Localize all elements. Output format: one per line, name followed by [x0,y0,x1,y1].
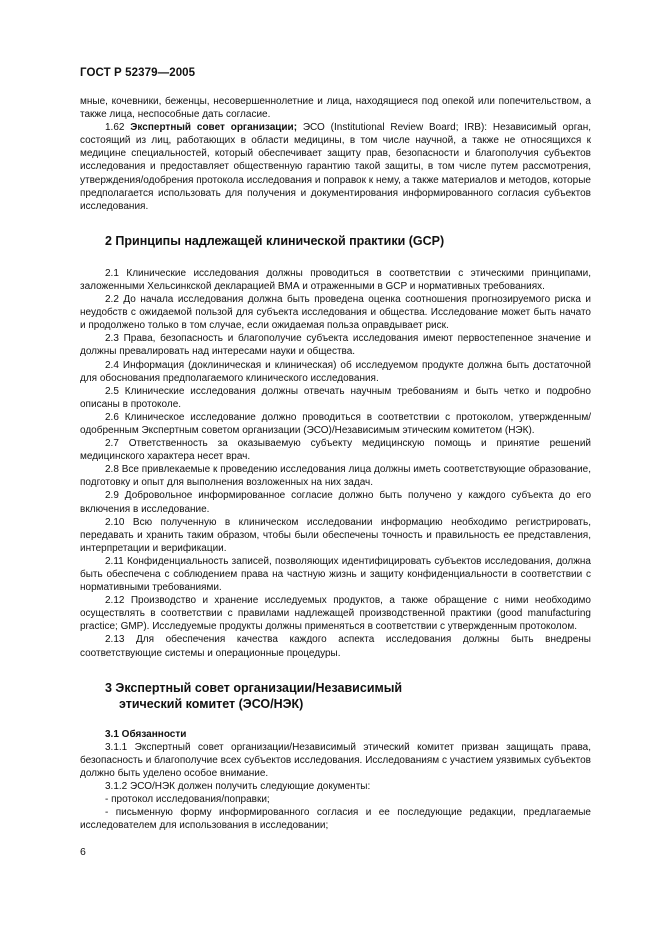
clause-2-8: 2.8 Все привлекаемые к проведению исследования лица должны иметь соответствующие образование, подготовку и опыт для выполнения возложенных на них задач. [80,464,591,489]
clause-2-7: 2.7 Ответственность за оказываемую субъекту медицинскую помощь и принятие решений медицинского характера несет врач. [80,438,591,463]
section-3-heading-line-1: 3 Экспертный совет организации/Независимый [105,680,403,695]
clause-2-11: 2.11 Конфиденциальность записей, позволяющих идентифицировать субъектов исследования, должна быть обеспечена с соблюдением права на частную жизнь и защиту конфиденциальности в соответствии с нормативными требованиями. [80,555,591,594]
clause-2-13: 2.13 Для обеспечения качества каждого аспекта исследования должны быть внедрены соответствующие системы и операционные процедуры. [80,634,591,659]
paragraph-1-62 [80,121,591,213]
list-item: - письменную форму информированного согласия и ее последующие редакции, предлагаемые исследователем для использования в исследовании; [80,807,591,832]
document-header: ГОСТ Р 52379—2005 [80,67,196,79]
document-body [80,95,591,832]
section-3-heading [105,680,591,712]
clause-3-1-2: 3.1.2 ЭСО/НЭК должен получить следующие документы: [105,781,371,793]
list-item: - протокол исследования/поправки; [105,794,270,806]
clause-2-2: 2.2 До начала исследования должна быть проведена оценка соотношения прогнозируемого риска и неудобств с ожидаемой пользой для субъекта исследования и общества. Исследование может быть начато и продолжено только в том случае, если ожидаемая польза оправдывает риск. [80,294,591,332]
clause-2-6: 2.6 Клиническое исследование должно проводиться в соответствии с протоколом, утвержденным/одобренным Экспертным советом организации (ЭСО)/Независимым этическим комитетом (НЭК). [80,411,591,436]
clause-3-1-1: 3.1.1 Экспертный совет организации/Независимый этический комитет призван защищать права, безопасность и благополучие всех субъектов исследования. Исследованиям с участием уязвимых субъектов должно быть уделено особое внимание. [80,741,591,779]
subsection-3-1-title: 3.1 Обязанности [105,728,187,740]
defined-term: Экспертный совет организации; [130,122,298,134]
clause-2-12: 2.12 Производство и хранение исследуемых продуктов, а также обращение с ними необходимо осуществлять в соответствии с правилами надлежащей производственной практики (good manufacturing practice; GMP). Исследуемые продукты должны применяться в соответствии с утвержденным протоколом. [80,595,591,633]
clause-2-5: 2.5 Клинические исследования должны отвечать научным требованиям и быть четко и подробно описаны в протоколе. [80,385,591,410]
paragraph-continuation: мные, кочевники, беженцы, несовершеннолетние и лица, находящиеся под опекой или попечительством, а также лица, неспособные дать согласие. [80,96,591,121]
clause-2-10: 2.10 Всю полученную в клиническом исследовании информацию необходимо регистрировать, передавать и хранить таким образом, чтобы были обеспечены точность и правильность ее представления, интерпретации и верификации. [80,516,591,554]
page-number: 6 [80,846,86,858]
clause-2-9: 2.9 Добровольное информированное согласие должно быть получено у каждого субъекта до его включения в исследование. [80,490,591,515]
clause-2-4: 2.4 Информация (доклиническая и клиническая) об исследуемом продукте должна быть достаточной для обоснования предполагаемого клинического исследования. [80,359,591,384]
definition-text: ЭСО (Institutional Review Board; IRB): Независимый орган, состоящий из лиц, работающих в области медицины, в том числе научной, а также не относящихся к медицине специальностей, который обеспечивает защиту прав, безопасности и благополучия субъектов исследования и предоставляет общественную гарантию такой защиты, в том числе путем рассмотрения, утверждения/одобрения протокола исследования и поправок к нему, а также материалов и методов, которые предполагается использовать для получения и документирования информированного согласия субъектов исследования. [80,122,591,212]
section-3-heading-line-2: этический комитет (ЭСО/НЭК) [119,696,304,711]
clause-2-3: 2.3 Права, безопасность и благополучие субъекта исследования имеют первостепенное значение и должны превалировать над интересами науки и общества. [80,333,591,358]
clause-2-1: 2.1 Клинические исследования должны проводиться в соответствии с этическими принципами, заложенными Хельсинкской декларацией ВМА и отраженными в GCP и нормативных требованиях. [80,267,591,292]
section-2-heading: 2 Принципы надлежащей клинической практики (GCP) [105,233,445,248]
clause-number: 1.62 [105,122,131,134]
